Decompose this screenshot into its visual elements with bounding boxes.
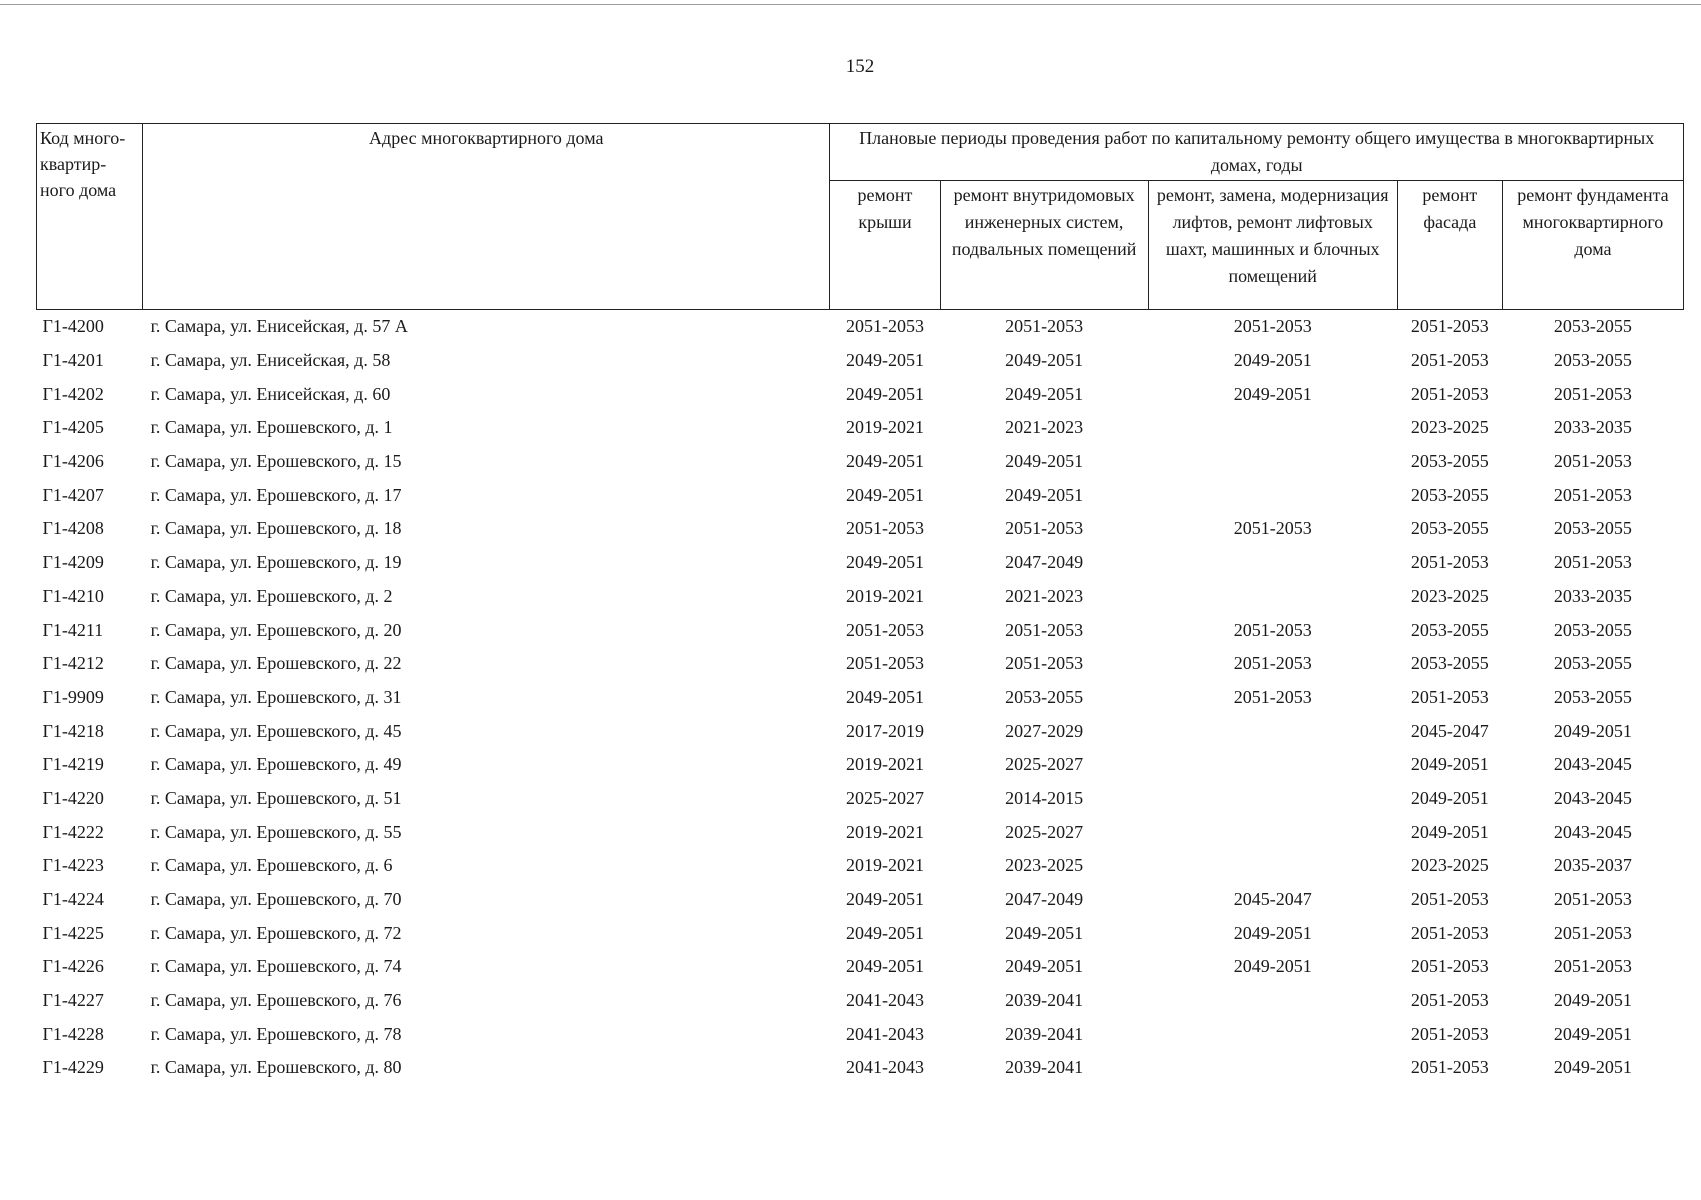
- foundation-period-cell: 2049-2051: [1553, 1023, 1632, 1044]
- lifts-period-cell: [1148, 445, 1397, 479]
- header-facade: ремонт фасада: [1397, 181, 1502, 310]
- code-cell: Г1-4227: [42, 990, 104, 1011]
- repair-plan-table: [36, 123, 1684, 1085]
- foundation-period-cell: 2053-2055: [1553, 619, 1632, 640]
- lifts-period-cell: [1148, 815, 1397, 849]
- facade-period-cell: 2051-2053: [1410, 383, 1489, 404]
- code-cell: Г1-4212: [42, 653, 104, 674]
- engineering-period-cell: 2039-2041: [1005, 1023, 1084, 1044]
- engineering-period-cell: 2047-2049: [1005, 552, 1084, 573]
- table-row: [37, 344, 1684, 378]
- engineering-period-cell: 2025-2027: [1005, 754, 1084, 775]
- engineering-period-cell: 2021-2023: [1005, 417, 1084, 438]
- table-row: [37, 782, 1684, 816]
- roof-period-cell: 2017-2019: [846, 720, 924, 741]
- engineering-period-cell: 2051-2053: [1005, 518, 1084, 539]
- code-cell: Г1-4228: [42, 1023, 104, 1044]
- table-row: [37, 377, 1684, 411]
- address-cell: г. Самара, ул. Ерошевского, д. 49: [150, 754, 402, 775]
- engineering-period-cell: 2051-2053: [1005, 316, 1084, 337]
- lifts-period-cell: 2049-2051: [1233, 956, 1312, 977]
- table-row: [37, 883, 1684, 917]
- table-row: [37, 613, 1684, 647]
- foundation-period-cell: 2051-2053: [1553, 484, 1632, 505]
- table-row: [37, 1017, 1684, 1051]
- table-row: [37, 950, 1684, 984]
- table-header: [37, 124, 1684, 310]
- engineering-period-cell: 2025-2027: [1005, 821, 1084, 842]
- foundation-period-cell: 2051-2053: [1553, 889, 1632, 910]
- lifts-period-cell: 2051-2053: [1233, 619, 1312, 640]
- code-cell: Г1-4225: [42, 922, 104, 943]
- table-body: [37, 310, 1684, 1085]
- lifts-period-cell: 2051-2053: [1233, 316, 1312, 337]
- facade-period-cell: 2051-2053: [1410, 552, 1489, 573]
- address-cell: г. Самара, ул. Ерошевского, д. 70: [150, 889, 402, 910]
- foundation-period-cell: 2053-2055: [1553, 518, 1632, 539]
- roof-period-cell: 2041-2043: [846, 990, 924, 1011]
- facade-period-cell: 2051-2053: [1410, 686, 1489, 707]
- table-row: [37, 916, 1684, 950]
- facade-period-cell: 2053-2055: [1410, 484, 1489, 505]
- facade-period-cell: 2053-2055: [1410, 653, 1489, 674]
- engineering-period-cell: 2023-2025: [1005, 855, 1084, 876]
- top-rule: [0, 4, 1701, 5]
- address-cell: г. Самара, ул. Ерошевского, д. 22: [150, 653, 402, 674]
- header-lifts: ремонт, замена, модернизация лифтов, ремонт лифтовых шахт, машинных и блочных помещений: [1148, 181, 1397, 310]
- roof-period-cell: 2049-2051: [846, 889, 924, 910]
- foundation-period-cell: 2033-2035: [1553, 417, 1632, 438]
- engineering-period-cell: 2021-2023: [1005, 585, 1084, 606]
- facade-period-cell: 2051-2053: [1410, 922, 1489, 943]
- address-cell: г. Самара, ул. Ерошевского, д. 6: [150, 855, 393, 876]
- table-row: [37, 681, 1684, 715]
- lifts-period-cell: [1148, 478, 1397, 512]
- address-cell: г. Самара, ул. Ерошевского, д. 18: [150, 518, 402, 539]
- engineering-period-cell: 2049-2051: [1005, 451, 1084, 472]
- address-cell: г. Самара, ул. Ерошевского, д. 51: [150, 787, 402, 808]
- foundation-period-cell: 2051-2053: [1553, 451, 1632, 472]
- code-cell: Г1-4224: [42, 889, 104, 910]
- lifts-period-cell: [1148, 1017, 1397, 1051]
- engineering-period-cell: 2049-2051: [1005, 484, 1084, 505]
- address-cell: г. Самара, ул. Ерошевского, д. 72: [150, 922, 402, 943]
- facade-period-cell: 2049-2051: [1410, 787, 1489, 808]
- lifts-period-cell: [1148, 1051, 1397, 1085]
- address-cell: г. Самара, ул. Ерошевского, д. 74: [150, 956, 402, 977]
- lifts-period-cell: [1148, 411, 1397, 445]
- code-cell: Г1-4209: [42, 552, 104, 573]
- table-row: [37, 815, 1684, 849]
- lifts-period-cell: 2049-2051: [1233, 383, 1312, 404]
- foundation-period-cell: 2043-2045: [1553, 754, 1632, 775]
- address-cell: г. Самара, ул. Енисейская, д. 60: [150, 383, 391, 404]
- code-cell: Г1-4219: [42, 754, 104, 775]
- lifts-period-cell: [1148, 782, 1397, 816]
- code-cell: Г1-4218: [42, 720, 104, 741]
- roof-period-cell: 2049-2051: [846, 956, 924, 977]
- engineering-period-cell: 2039-2041: [1005, 990, 1084, 1011]
- table-row: [37, 546, 1684, 580]
- roof-period-cell: 2049-2051: [846, 350, 924, 371]
- roof-period-cell: 2049-2051: [846, 922, 924, 943]
- lifts-period-cell: 2051-2053: [1233, 686, 1312, 707]
- address-cell: г. Самара, ул. Ерошевского, д. 55: [150, 821, 402, 842]
- lifts-period-cell: [1148, 984, 1397, 1018]
- lifts-period-cell: [1148, 580, 1397, 614]
- foundation-period-cell: 2049-2051: [1553, 720, 1632, 741]
- table-row: [37, 580, 1684, 614]
- facade-period-cell: 2049-2051: [1410, 754, 1489, 775]
- address-cell: г. Самара, ул. Ерошевского, д. 19: [150, 552, 402, 573]
- engineering-period-cell: 2047-2049: [1005, 889, 1084, 910]
- address-cell: г. Самара, ул. Ерошевского, д. 31: [150, 686, 402, 707]
- engineering-period-cell: 2027-2029: [1005, 720, 1084, 741]
- foundation-period-cell: 2051-2053: [1553, 552, 1632, 573]
- engineering-period-cell: 2039-2041: [1005, 1057, 1084, 1078]
- table-row: [37, 445, 1684, 479]
- facade-period-cell: 2023-2025: [1410, 417, 1489, 438]
- header-engineering: ремонт внутридомовых инженерных систем, подвальных помещений: [940, 181, 1148, 310]
- code-cell: Г1-4229: [42, 1057, 104, 1078]
- lifts-period-cell: 2051-2053: [1233, 518, 1312, 539]
- facade-period-cell: 2051-2053: [1410, 1057, 1489, 1078]
- engineering-period-cell: 2049-2051: [1005, 956, 1084, 977]
- facade-period-cell: 2051-2053: [1410, 316, 1489, 337]
- foundation-period-cell: 2043-2045: [1553, 787, 1632, 808]
- lifts-period-cell: 2049-2051: [1233, 350, 1312, 371]
- roof-period-cell: 2051-2053: [846, 316, 924, 337]
- roof-period-cell: 2019-2021: [846, 585, 924, 606]
- lifts-period-cell: [1148, 714, 1397, 748]
- foundation-period-cell: 2033-2035: [1553, 585, 1632, 606]
- address-cell: г. Самара, ул. Ерошевского, д. 15: [150, 451, 402, 472]
- engineering-period-cell: 2014-2015: [1005, 787, 1084, 808]
- foundation-period-cell: 2051-2053: [1553, 383, 1632, 404]
- roof-period-cell: 2019-2021: [846, 754, 924, 775]
- code-cell: Г1-4205: [42, 417, 104, 438]
- table-row: [37, 849, 1684, 883]
- page-number: 152: [845, 56, 875, 77]
- address-cell: г. Самара, ул. Ерошевского, д. 45: [150, 720, 402, 741]
- address-cell: г. Самара, ул. Енисейская, д. 57 А: [150, 316, 408, 337]
- roof-period-cell: 2051-2053: [846, 653, 924, 674]
- table-row: [37, 1051, 1684, 1085]
- foundation-period-cell: 2043-2045: [1553, 821, 1632, 842]
- code-cell: Г1-4226: [42, 956, 104, 977]
- lifts-period-cell: [1148, 546, 1397, 580]
- foundation-period-cell: 2049-2051: [1553, 1057, 1632, 1078]
- code-cell: Г1-4200: [42, 316, 104, 337]
- facade-period-cell: 2053-2055: [1410, 518, 1489, 539]
- roof-period-cell: 2041-2043: [846, 1057, 924, 1078]
- roof-period-cell: 2049-2051: [846, 686, 924, 707]
- header-address: Адрес многоквартирного дома: [143, 124, 830, 310]
- facade-period-cell: 2051-2053: [1410, 956, 1489, 977]
- lifts-period-cell: 2051-2053: [1233, 653, 1312, 674]
- roof-period-cell: 2051-2053: [846, 518, 924, 539]
- header-code: Код много-квартир-ного дома: [37, 124, 143, 310]
- roof-period-cell: 2049-2051: [846, 451, 924, 472]
- address-cell: г. Самара, ул. Ерошевского, д. 1: [150, 417, 393, 438]
- code-cell: Г1-4211: [42, 619, 104, 640]
- header-foundation: ремонт фундамента многоквартирного дома: [1502, 181, 1683, 310]
- engineering-period-cell: 2049-2051: [1005, 383, 1084, 404]
- address-cell: г. Самара, ул. Ерошевского, д. 2: [150, 585, 393, 606]
- lifts-period-cell: [1148, 748, 1397, 782]
- foundation-period-cell: 2053-2055: [1553, 350, 1632, 371]
- table-row: [37, 478, 1684, 512]
- roof-period-cell: 2019-2021: [846, 417, 924, 438]
- facade-period-cell: 2051-2053: [1410, 350, 1489, 371]
- header-periods: Плановые периоды проведения работ по капитальному ремонту общего имущества в многоквартирных домах, годы: [830, 124, 1684, 181]
- foundation-period-cell: 2035-2037: [1553, 855, 1632, 876]
- facade-period-cell: 2053-2055: [1410, 619, 1489, 640]
- lifts-period-cell: 2045-2047: [1233, 889, 1312, 910]
- facade-period-cell: 2053-2055: [1410, 451, 1489, 472]
- foundation-period-cell: 2051-2053: [1553, 956, 1632, 977]
- table-row: [37, 748, 1684, 782]
- facade-period-cell: 2023-2025: [1410, 585, 1489, 606]
- table-row: [37, 411, 1684, 445]
- roof-period-cell: 2019-2021: [846, 821, 924, 842]
- foundation-period-cell: 2053-2055: [1553, 686, 1632, 707]
- roof-period-cell: 2025-2027: [846, 787, 924, 808]
- lifts-period-cell: 2049-2051: [1233, 922, 1312, 943]
- facade-period-cell: 2051-2053: [1410, 990, 1489, 1011]
- foundation-period-cell: 2051-2053: [1553, 922, 1632, 943]
- table-row: [37, 647, 1684, 681]
- roof-period-cell: 2049-2051: [846, 383, 924, 404]
- address-cell: г. Самара, ул. Ерошевского, д. 80: [150, 1057, 402, 1078]
- code-cell: Г1-4207: [42, 484, 104, 505]
- foundation-period-cell: 2049-2051: [1553, 990, 1632, 1011]
- table-row: [37, 512, 1684, 546]
- address-cell: г. Самара, ул. Ерошевского, д. 76: [150, 990, 402, 1011]
- facade-period-cell: 2023-2025: [1410, 855, 1489, 876]
- facade-period-cell: 2051-2053: [1410, 889, 1489, 910]
- address-cell: г. Самара, ул. Ерошевского, д. 78: [150, 1023, 402, 1044]
- lifts-period-cell: [1148, 849, 1397, 883]
- table-row: [37, 984, 1684, 1018]
- roof-period-cell: 2051-2053: [846, 619, 924, 640]
- facade-period-cell: 2049-2051: [1410, 821, 1489, 842]
- engineering-period-cell: 2049-2051: [1005, 922, 1084, 943]
- code-cell: Г1-9909: [42, 686, 104, 707]
- code-cell: Г1-4201: [42, 350, 104, 371]
- engineering-period-cell: 2051-2053: [1005, 619, 1084, 640]
- table-row: [37, 310, 1684, 344]
- foundation-period-cell: 2053-2055: [1553, 653, 1632, 674]
- engineering-period-cell: 2053-2055: [1005, 686, 1084, 707]
- roof-period-cell: 2019-2021: [846, 855, 924, 876]
- header-roof: ремонт крыши: [830, 181, 940, 310]
- code-cell: Г1-4220: [42, 787, 104, 808]
- address-cell: г. Самара, ул. Енисейская, д. 58: [150, 350, 391, 371]
- roof-period-cell: 2049-2051: [846, 552, 924, 573]
- code-cell: Г1-4202: [42, 383, 104, 404]
- code-cell: Г1-4210: [42, 585, 104, 606]
- facade-period-cell: 2045-2047: [1410, 720, 1489, 741]
- code-cell: Г1-4222: [42, 821, 104, 842]
- code-cell: Г1-4208: [42, 518, 104, 539]
- table-row: [37, 714, 1684, 748]
- address-cell: г. Самара, ул. Ерошевского, д. 20: [150, 619, 402, 640]
- code-cell: Г1-4223: [42, 855, 104, 876]
- address-cell: г. Самара, ул. Ерошевского, д. 17: [150, 484, 402, 505]
- engineering-period-cell: 2049-2051: [1005, 350, 1084, 371]
- engineering-period-cell: 2051-2053: [1005, 653, 1084, 674]
- facade-period-cell: 2051-2053: [1410, 1023, 1489, 1044]
- foundation-period-cell: 2053-2055: [1553, 316, 1632, 337]
- code-cell: Г1-4206: [42, 451, 104, 472]
- roof-period-cell: 2049-2051: [846, 484, 924, 505]
- roof-period-cell: 2041-2043: [846, 1023, 924, 1044]
